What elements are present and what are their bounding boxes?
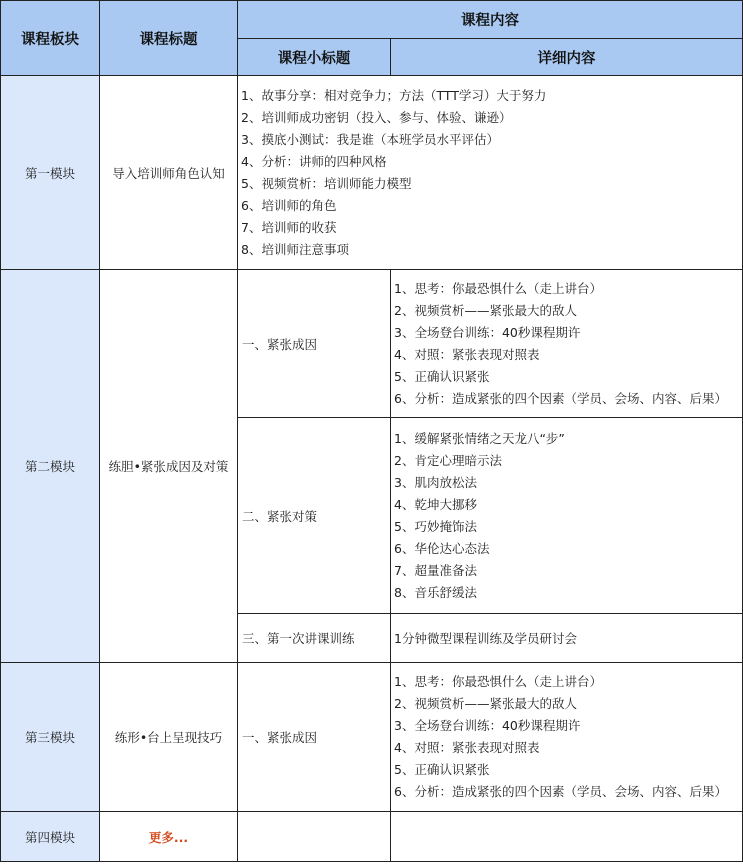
course-title-cell: 导入培训师角色认知 [100,76,238,270]
list-item: 4、对照：紧张表现对照表 [394,346,540,362]
course-title-cell: 练形•台上呈现技巧 [100,663,238,812]
list-item: 5、巧妙掩饰法 [394,518,477,534]
header-course-module: 课程板块 [1,1,100,76]
list-item: 1、思考：你最恐惧什么（走上讲台） [394,674,602,689]
list-item: 7、培训师的收获 [241,219,337,235]
list-item: 7、超量准备法 [394,562,477,578]
more-link[interactable]: 更多... [100,812,238,862]
list-item: 3、全场登台训练：40秒课程期许 [394,324,581,340]
list-item: 1、故事分享：相对竞争力；方法（TTT学习）大于努力 [241,87,547,103]
table-row [1,812,743,862]
list-item: 8、培训师注意事项 [241,241,349,257]
list-item: 6、分析：造成紧张的四个因素（学员、会场、内容、后果） [394,390,727,406]
list-item: 3、摸底小测试：我是谁（本班学员水平评估） [241,131,499,147]
list-item: 6、分析：造成紧张的四个因素（学员、会场、内容、后果） [394,784,727,799]
header-detail-content: 详细内容 [391,39,743,76]
subtitle-cell: 一、紧张成因 [238,663,391,812]
list-item: 2、培训师成功密钥（投入、参与、体验、谦逊） [241,109,512,125]
module-cell: 第二模块 [1,270,100,663]
table-row [1,663,743,812]
list-item: 3、肌肉放松法 [394,474,477,490]
empty-cell [391,812,743,862]
list-item: 6、华伦达心态法 [394,540,490,556]
subtitle-cell: 三、第一次讲课训练 [238,614,391,663]
list-item: 2、肯定心理暗示法 [394,452,502,468]
detail-cell [391,418,743,614]
header-course-subtitle: 课程小标题 [238,39,391,76]
list-item: 1、思考：你最恐惧什么（走上讲台） [394,280,602,296]
empty-cell [238,812,391,862]
course-title-cell: 练胆•紧张成因及对策 [100,270,238,663]
list-item: 2、视频赏析——紧张最大的敌人 [394,696,577,711]
header-course-content: 课程内容 [238,1,743,39]
list-item: 2、视频赏析——紧张最大的敌人 [394,302,577,318]
list-item: 5、正确认识紧张 [394,368,490,384]
list-item: 4、分析：讲师的四种风格 [241,153,387,169]
module-cell: 第四模块 [1,812,100,862]
detail-cell [391,270,743,418]
subtitle-cell: 二、紧张对策 [238,418,391,614]
list-item: 5、正确认识紧张 [394,762,490,777]
table-row [1,76,743,270]
module-cell: 第一模块 [1,76,100,270]
detail-cell [391,663,743,812]
list-item: 4、对照：紧张表现对照表 [394,740,540,755]
table-row [1,270,743,418]
list-item: 8、音乐舒缓法 [394,584,477,600]
module-cell: 第三模块 [1,663,100,812]
detail-cell: 1分钟微型课程训练及学员研讨会 [391,614,743,663]
detail-cell [238,76,743,270]
list-item: 5、视频赏析：培训师能力模型 [241,175,412,191]
list-item: 4、乾坤大挪移 [394,496,477,512]
header-course-title: 课程标题 [100,1,238,76]
subtitle-cell: 一、紧张成因 [238,270,391,418]
list-item: 1、缓解紧张情绪之天龙八“步” [394,430,565,446]
list-item: 3、全场登台训练：40秒课程期许 [394,718,581,733]
list-item: 6、培训师的角色 [241,197,337,213]
